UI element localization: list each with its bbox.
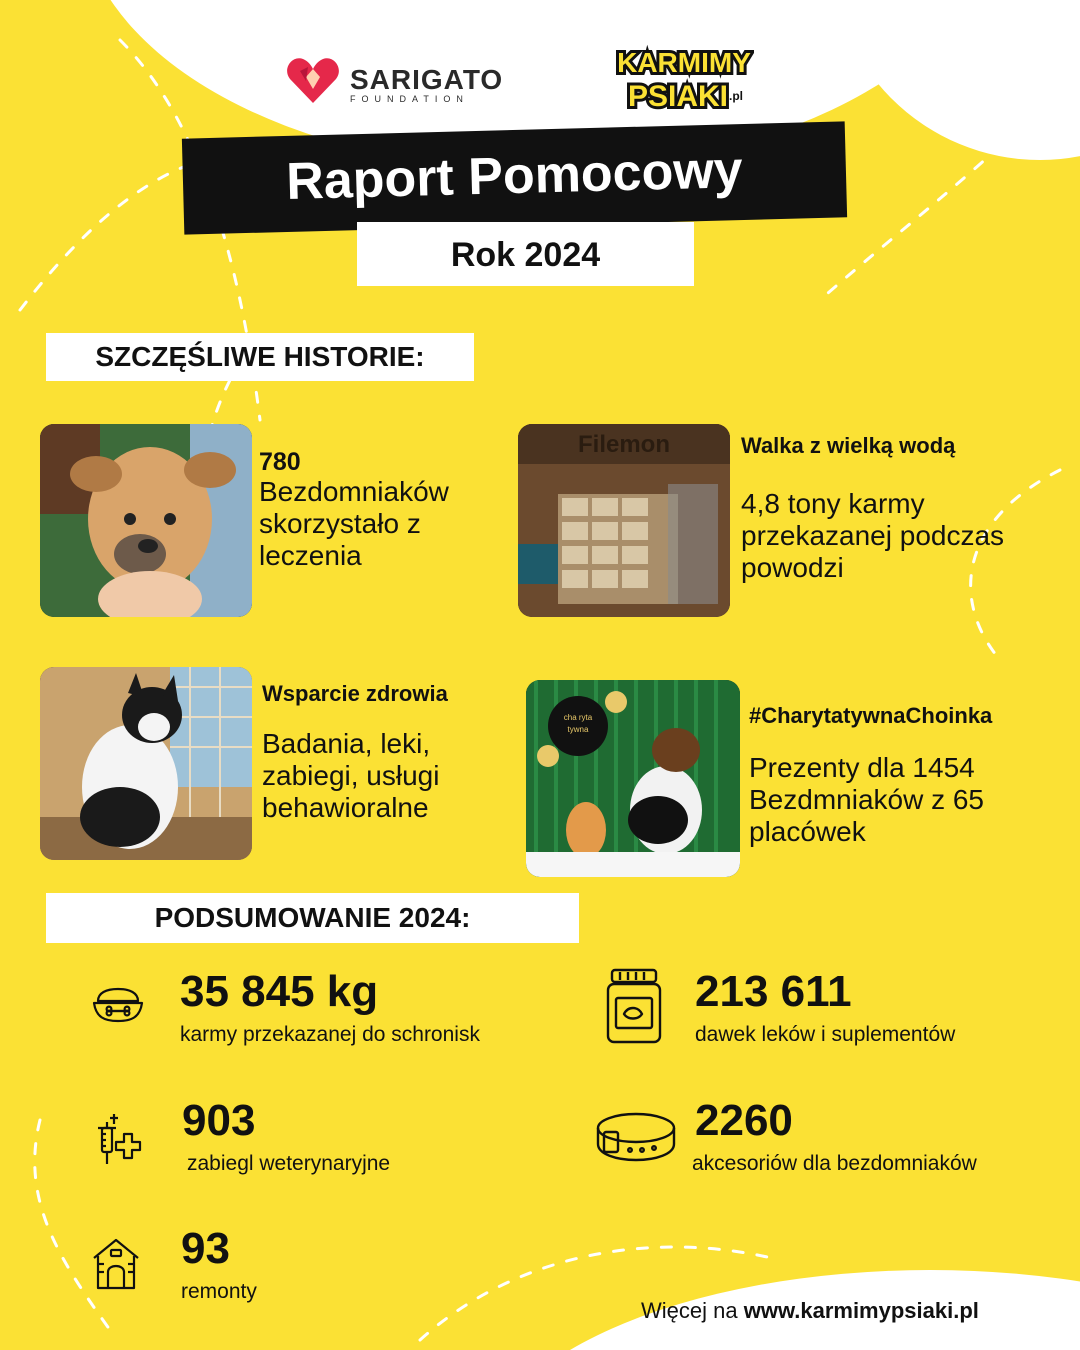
stat-label: akcesoriów dla bezdomniaków <box>692 1152 977 1175</box>
summary-section-label: PODSUMOWANIE 2024: <box>46 893 579 943</box>
title-banner <box>182 121 847 234</box>
page-title: Raport Pomocowy <box>285 141 744 211</box>
footer-prefix: Więcej na <box>641 1298 744 1323</box>
stat-label: dawek leków i suplementów <box>695 1023 956 1046</box>
karmimy-psiaki-logo <box>614 40 754 116</box>
stories-section-label: SZCZĘŚLIWE HISTORIE: <box>46 333 474 381</box>
cat-photo <box>40 667 252 860</box>
footer <box>641 1298 1041 1324</box>
food-bowl-icon <box>92 983 144 1023</box>
svg-text:.pl: .pl <box>729 89 743 103</box>
story-heading: 780 <box>259 448 301 476</box>
svg-text:tywna: tywna <box>567 725 589 734</box>
story-christmas <box>749 702 1069 848</box>
sarigato-logo <box>286 50 503 110</box>
stat-food <box>180 968 480 1048</box>
svg-text:cha ryta: cha ryta <box>563 713 593 722</box>
story-treatment <box>259 448 499 572</box>
stat-accessories <box>692 1096 977 1177</box>
svg-text:PSIAKI: PSIAKI <box>627 80 729 113</box>
christmas-tree-photo <box>526 680 740 877</box>
dog-house-icon <box>92 1238 140 1290</box>
story-body: 4,8 tony karmy przekazanej podczas powodzi <box>741 488 1005 583</box>
story-health <box>262 680 512 824</box>
story-body: Bezdomniaków skorzystało z leczenia <box>259 476 449 571</box>
stat-value: 213 611 <box>695 967 852 1016</box>
story-body: Prezenty dla 1454 Bezdmniaków z 65 placówek <box>749 752 985 847</box>
website-link[interactable]: www.karmimypsiaki.pl <box>743 1298 979 1323</box>
year-banner: Rok 2024 <box>357 222 694 286</box>
stat-label: remonty <box>181 1280 257 1303</box>
story-flood <box>741 432 1051 584</box>
sarigato-heart-icon <box>286 55 340 105</box>
stat-value: 35 845 kg <box>180 967 379 1016</box>
story-heading: Walka z wielką wodą <box>741 433 956 458</box>
stat-value: 93 <box>181 1224 230 1273</box>
svg-text:KARMIMY: KARMIMY <box>617 47 751 78</box>
stat-label: zabiegl weterynaryjne <box>187 1152 391 1175</box>
stat-label: karmy przekazanej do schronisk <box>180 1023 480 1046</box>
stat-repairs <box>181 1225 257 1305</box>
story-heading: Wsparcie zdrowia <box>262 681 448 706</box>
sarigato-name: SARIGATO <box>350 64 504 95</box>
partner-logos <box>286 40 766 120</box>
stat-medicine <box>695 968 955 1048</box>
dog-photo <box>40 424 252 617</box>
syringe-icon <box>92 1110 144 1166</box>
stat-procedures <box>182 1097 390 1177</box>
sarigato-sub: FOUNDATION <box>350 94 469 104</box>
story-body: Badania, leki, zabiegi, usługi behawioralne <box>262 728 440 823</box>
svg-text:Filemon: Filemon <box>578 431 671 458</box>
food-donation-photo <box>518 424 730 617</box>
medicine-jar-icon <box>606 968 662 1044</box>
stat-value: 903 <box>182 1096 256 1145</box>
collar-icon <box>596 1110 676 1164</box>
stat-value: 2260 <box>695 1096 793 1145</box>
story-heading: #CharytatywnaChoinka <box>749 703 993 728</box>
